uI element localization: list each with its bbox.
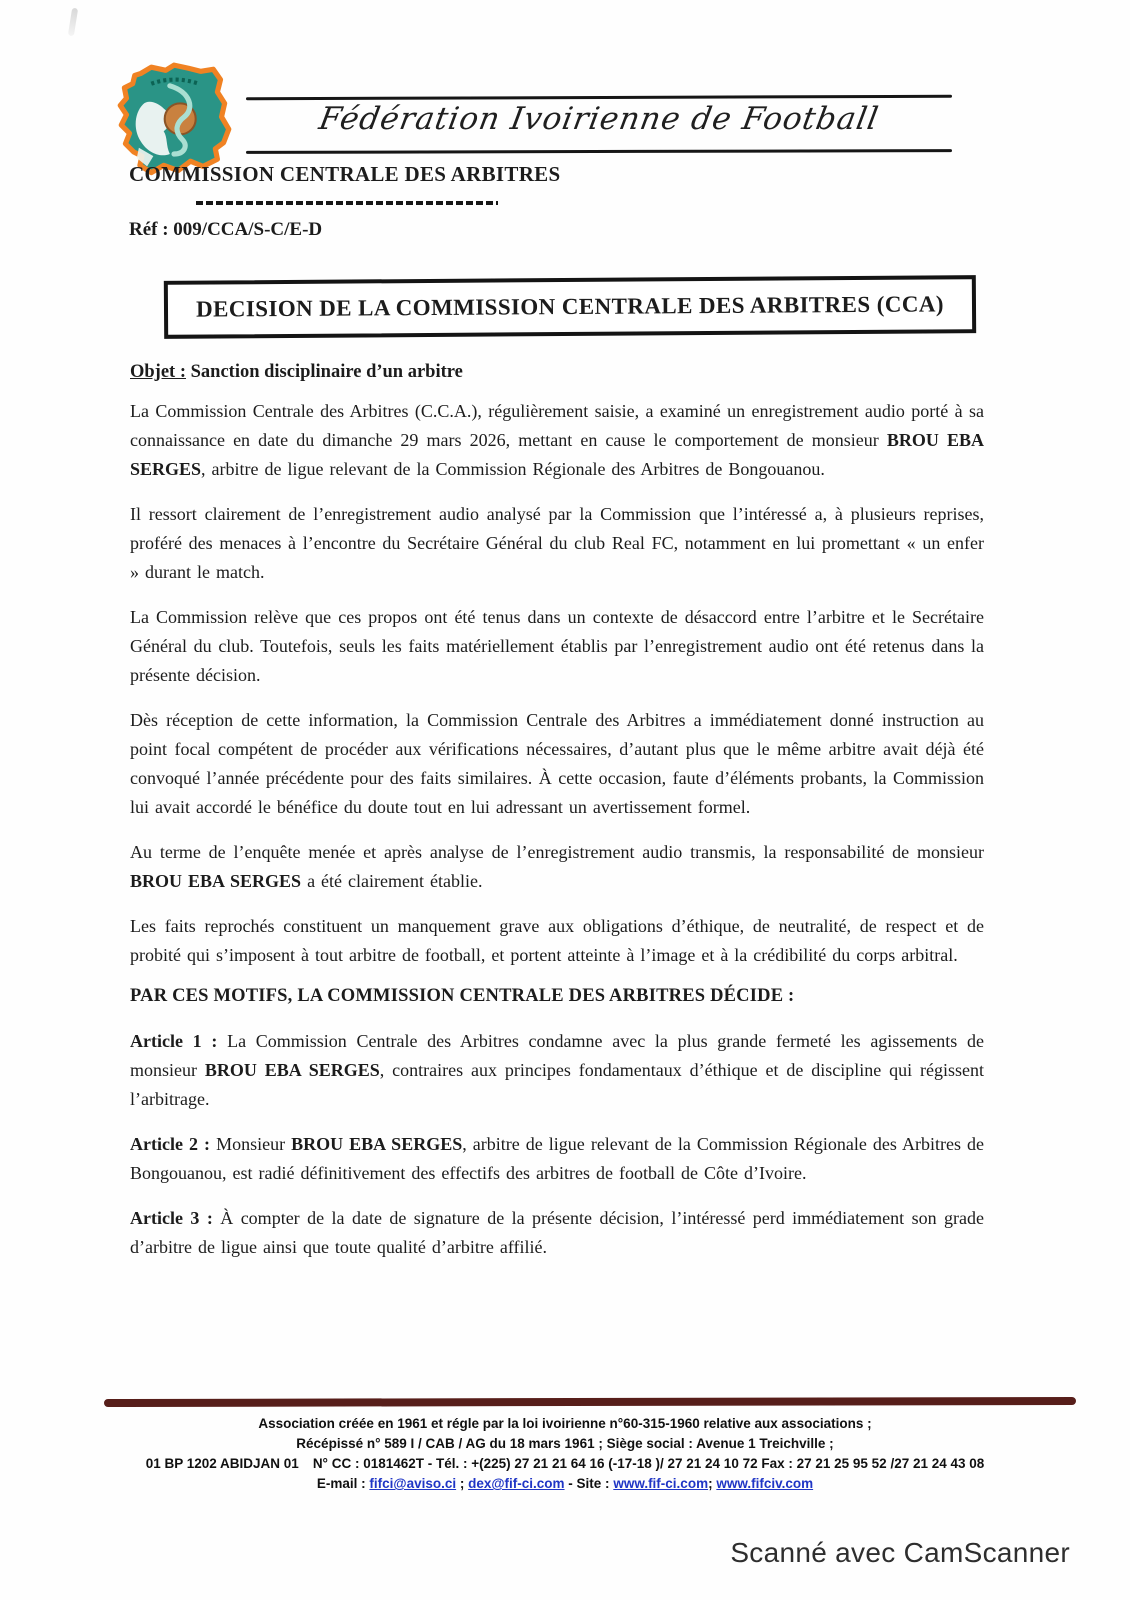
article-1: Article 1 : La Commission Centrale des Arbitres condamne avec la plus grande fermeté les agissements de monsieur BROU EBA SERGES, contraires aux principes fondamentaux d’éthique et de discipline qui régissent l’arbitrage. [130,1031,984,1109]
paragraph-4: Dès réception de cette information, la Commission Centrale des Arbitres a immédiatement donné instruction au point focal compétent de procéder aux vérifications nécessaires, d’autant plus que le même arbitre avait déjà été convoqué l’année précédente pour des faits similaires. À cette occasion, faute d’éléments probants, la Commission lui avait accordé le bénéfice du doute tout en lui adressant un avertissement formel. [130,710,984,817]
paragraph-5: Au terme de l’enquête menée et après analyse de l’enregistrement audio transmis, la responsabilité de monsieur BROU EBA SERGES a été clairement établie. [130,842,984,891]
footer-address: 01 BP 1202 ABIDJAN 01 [145,1456,299,1471]
letterhead-rule-bottom [246,149,952,154]
camscanner-watermark: Scanné avec CamScanner [730,1537,1070,1568]
article-2: Article 2 : Monsieur BROU EBA SERGES, arbitre de ligue relevant de la Commission Régionale des Arbitres de Bongouanou, est radié définitivement des effectifs des arbitres de football de Côte d’Ivoire. [130,1134,984,1183]
paragraph-6: Les faits reprochés constituent un manquement grave aux obligations d’éthique, de neutralité, de respect et de probité qui s’imposent à tout arbitre de football, et portent atteinte à l’image et à la crédibilité du corps arbitral. [130,916,984,965]
paragraph-2: Il ressort clairement de l’enregistrement audio analysé par la Commission que l’intéressé a, à plusieurs reprises, proféré des menaces à l’encontre du Secrétaire Général du club Real FC, notamment en lui promettant « un enfer » durant le match. [130,504,984,582]
footer-line-association: Association créée en 1961 et régle par la loi ivoirienne n°60-315-1960 relative aux associations ; [258,1416,872,1431]
paragraph-1: La Commission Centrale des Arbitres (C.C.A.), régulièrement saisie, a examiné un enregistrement audio porté à sa connaissance en date du dimanche 29 mars 2026, mettant en cause le comportement de monsieur BROU EBA SERGES, arbitre de ligue relevant de la Commission Régionale des Arbitres de Bongouanou. [130,401,985,479]
footer [0,1414,1130,1494]
document-body [130,272,984,1278]
decision-title-box [164,275,976,339]
footer-line-email-site: E-mail : fifci@aviso.ci ; dex@fif-ci.com - Site : www.fif-ci.com; www.fifciv.com [316,1476,814,1491]
paragraph-3: La Commission relève que ces propos ont été tenus dans un contexte de désaccord entre l’arbitre et le Secrétaire Général du club. Toutefois, seuls les faits matériellement établis par l’enregistrement audio ont été retenus dans la présente décision. [130,607,984,685]
article-3: Article 3 : À compter de la date de signature de la présente décision, l’intéressé perd immédiatement son grade d’arbitre de ligue ainsi que toute qualité d’arbitre affilié. [130,1208,984,1257]
commission-underline [196,201,498,205]
subject-line: Objet : Sanction disciplinaire d’un arbitre [130,362,463,382]
scan-smudge-artifact [68,8,78,37]
decision-title: DECISION DE LA COMMISSION CENTRALE DES ARBITRES (CCA) [196,291,944,322]
footer-line-recepisse: Récépissé n° 589 I / CAB / AG du 18 mars 1961 ; Siège social : Avenue 1 Treichville ; [296,1436,834,1451]
footer-divider-bar [104,1397,1076,1407]
footer-line-contact [0,1454,1130,1474]
federation-name: Fédération Ivoirienne de Football [316,101,882,137]
letterhead-rule-top [246,95,952,100]
footer-phone-fax: N° CC : 0181462T - Tél. : +(225) 27 21 21 64 16 (-17-18 )/ 27 21 24 10 72 Fax : 27 21 25 95 52 /27 21 24 43 08 [312,1456,985,1471]
decision-heading: PAR CES MOTIFS, LA COMMISSION CENTRALE DES ARBITRES DÉCIDE : [130,986,795,1006]
reference-number: Réf : 009/CCA/S-C/E-D [129,219,323,240]
commission-name: COMMISSION CENTRALE DES ARBITRES [129,162,561,186]
